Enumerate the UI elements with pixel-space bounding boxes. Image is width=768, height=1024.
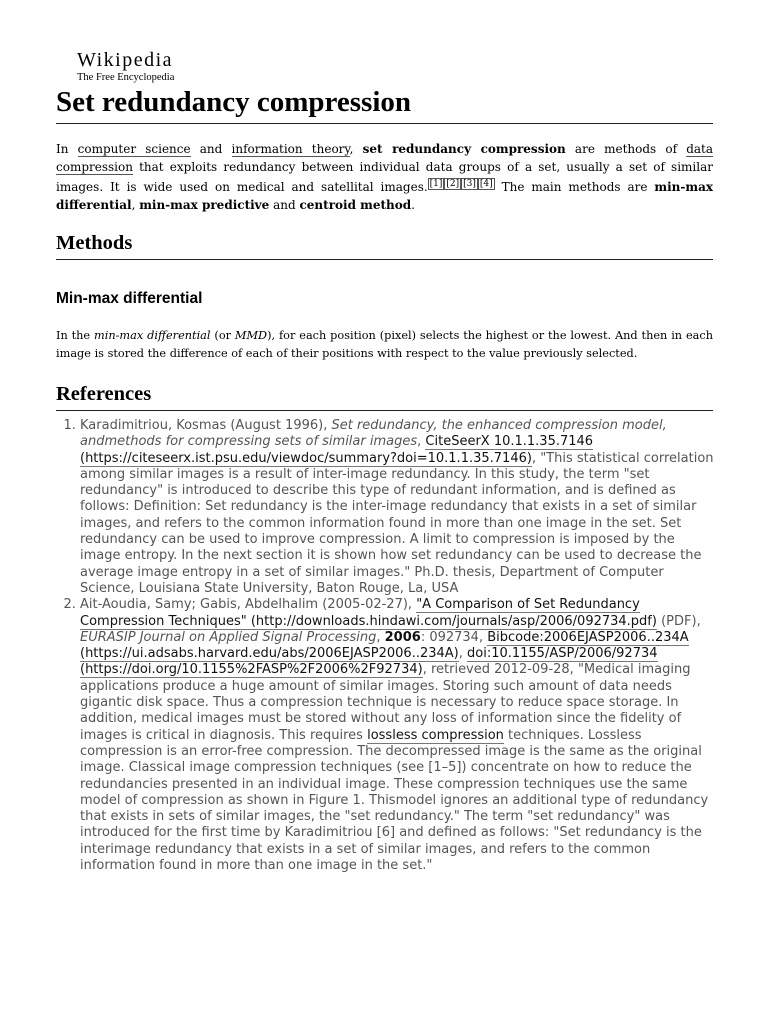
term-min-max-differential: min-max differential (56, 180, 714, 212)
link-citeseerx[interactable]: CiteSeerX 10.1.1.35.7146 (https://citeseerx.ist.psu.edu/viewdoc/summary?doi=10.1.1.35.7146) (80, 434, 594, 466)
term-min-max-predictive: min-max predictive (139, 197, 270, 212)
term-centroid-method: centroid method (299, 197, 412, 212)
link-computer-science[interactable]: computer science (77, 142, 191, 156)
intro-paragraph: In computer science and information theory, set redundancy compression are methods of data compression that exploits redundancy between individual data groups of a set, usually a set of similar images. It is wide used on medical and satellital images. [1] [2] [3] [4] The main methods are min-max differential, min-max predictive and centroid method. (56, 142, 714, 212)
logo-tagline: The Free Encyclopedia (77, 72, 175, 83)
link-bibcode[interactable]: Bibcode:2006EJASP2006..234A (https://ui.adsabs.harvard.edu/abs/2006EJASP2006..234A) (80, 629, 689, 662)
wikipedia-logo[interactable] (77, 50, 174, 84)
reference-list (56, 418, 716, 874)
citation-3[interactable]: [3] (463, 179, 476, 189)
page-title: Set redundancy compression (56, 84, 713, 124)
link-data-compression[interactable]: data compression (56, 142, 714, 174)
term-set-redundancy-compression: set redundancy compression (362, 142, 566, 156)
citation-2[interactable]: [2] (446, 179, 460, 189)
section-heading-references: References (56, 380, 713, 411)
section-heading-methods: Methods (56, 229, 713, 260)
link-comparison-pdf[interactable]: "A Comparison of Set Redundancy Compression Techniques" (http://downloads.hindawi.com/journals/asp/2006/092734.pdf) (80, 597, 657, 629)
link-doi[interactable]: doi:10.1155/ASP/2006/92734 (https://doi.org/10.1155%2FASP%2F2006%2F92734) (80, 646, 658, 678)
link-information-theory[interactable]: information theory (231, 142, 350, 156)
logo-wordmark: Wikipedia (77, 49, 173, 71)
subsection-heading-min-max-differential: Min-max differential (56, 290, 203, 307)
min-max-differential-paragraph: In the min-max differential (or MMD), for each position (pixel) selects the highest or the lowest. And then in each image is stored the difference of each of their positions with respect to the value previously selected. (56, 329, 713, 360)
link-lossless-compression[interactable]: lossless compression (367, 727, 504, 743)
reference-item-1: 1. Karadimitriou, Kosmas (August 1996), Set redundancy, the enhanced compression model, andmethods for compressing sets of similar images, CiteSeerX 10.1.1.35.7146 (https://citeseerx.ist.psu.edu/viewdoc/summary?doi=10.1.1.35.7146), "This statistical correlation among similar images is a result of inter-image redundancy. In this study, the term "set redundancy" is introduced to describe this type of redundant information, and is defined as follows: Definition: Set redundancy is the inter-image redundancy that exists in a set of similar images, and refers to the common information found in more than one image in the set. Set redundancy can be used to improve compression. A limit to compression is imposed by the image entropy. In the next section it is shown how set redundancy can be used to decrease the average image entropy in a set of similar images." Ph.D. thesis, Department of Computer Science, Louisiana State University, Baton Rouge, La, USA (80, 418, 716, 597)
citation-1[interactable]: [1] (429, 179, 443, 189)
reference-item-2: 2. Ait-Aoudia, Samy; Gabis, Abdelhalim (2005-02-27), "A Comparison of Set Redundancy Compression Techniques" (http://downloads.hindawi.com/journals/asp/2006/092734.pdf) (PDF), EURASIP Journal on Applied Signal Processing, 2006: 092734, Bibcode:2006EJASP2006..234A (https://ui.adsabs.harvard.edu/abs/2006EJASP2006..234A), doi:10.1155/ASP/2006/92734 (https://doi.org/10.1155%2FASP%2F2006%2F92734), retrieved 2012-09-28, "Medical imaging applications produce a huge amount of similar images. Storing such amount of data needs gigantic disk space. Thus a compression technique is necessary to reduce space storage. In addition, medical images must be stored without any loss of information since the fidelity of images is critical in diagnosis. This requires lossless compression techniques. Lossless compression is an error-free compression. The decompressed image is the same as the original image. Classical image compression techniques (see [1–5]) concentrate on how to reduce the redundancies presented in an individual image. These compression techniques use the same model of compression as shown in Figure 1. Thismodel ignores an additional type of redundancy that exists in sets of similar images, the "set redundancy." The term "set redundancy" was introduced for the first time by Karadimitriou [6] and defined as follows: "Set redundancy is the interimage redundancy that exists in a set of similar images, and refers to the common information found in more than one image in the set." (80, 597, 716, 874)
citation-4[interactable]: [4] (479, 179, 493, 189)
